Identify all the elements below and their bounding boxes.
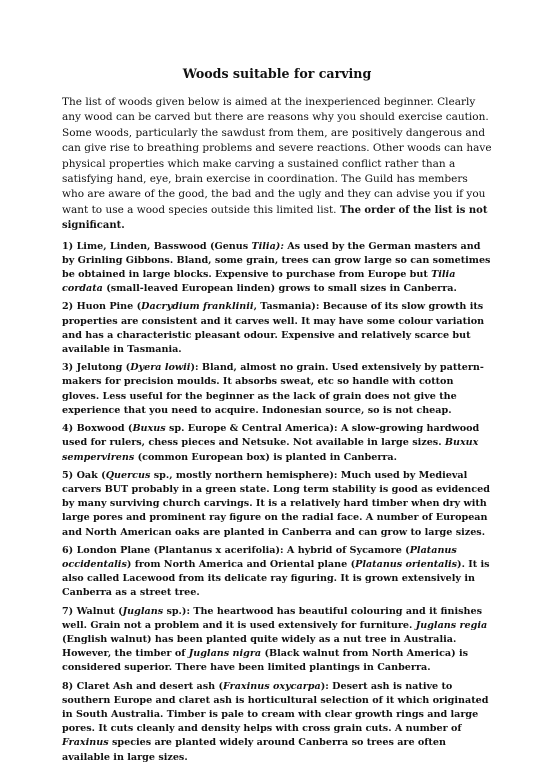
wood-entry-huon-pine: [62, 300, 492, 357]
entry-number: 5): [62, 469, 74, 481]
entry-number: 6): [62, 544, 74, 556]
entry-latin: Tilia cordata: [62, 269, 456, 295]
wood-entry-london-plane: [62, 544, 492, 601]
entry-latin: Fraxinus oxycarpa: [223, 680, 321, 692]
entry-number: 4): [62, 423, 74, 435]
entry-text: species are planted widely around Canberra so trees are often available in large sizes.: [62, 737, 446, 763]
entry-text: As used by the German masters and by Grinling Gibbons. Bland, some grain, trees can grow large so can sometimes be obtained in large blocks. Expensive to purchase from Europe but: [62, 240, 491, 281]
entry-name: Claret Ash and desert ash: [76, 680, 216, 692]
entry-text: (: [114, 605, 123, 617]
entry-latin: Dacrydium franklinii: [141, 301, 254, 313]
wood-entry-oak: [62, 469, 492, 540]
entry-text: (small-leaved European linden) grows to small sizes in Canberra.: [102, 283, 457, 295]
wood-entry-boxwood: [62, 422, 492, 465]
entry-text: sp., mostly northern hemisphere): Much used by Medieval carvers BUT probably in a green state. Long term stability is good as evidenced by many surviving church carvings. It is a relatively hard timber when dry with large pores and prominent ray figure on the radial face. A number of European and North American oaks are planted in Canberra and can grow to large sizes.: [62, 469, 490, 538]
entry-text: (: [97, 469, 106, 481]
entry-number: 8): [62, 680, 74, 692]
wood-entry-claret-ash: [62, 680, 492, 765]
entry-latin: Platanus orientalis: [355, 558, 458, 570]
entry-number: 3): [62, 362, 74, 374]
entry-text: ): Bland, almost no grain. Used extensively by pattern-makers for precision moulds. It absorbs sweat, etc so handle with cotton gloves. Less useful for the beginner as the lack of grain does not give the experience that you need to acquire. Indonesian source, so is not cheap.: [62, 362, 484, 416]
entry-text: (English walnut) has been planted quite widely as a nut tree in Australia. However, the timber of: [62, 633, 457, 660]
entry-latin: Buxus: [132, 423, 166, 435]
entry-text: (Plantanus x acerifolia): A hybrid of Sycamore (: [150, 544, 410, 556]
wood-entry-walnut: [62, 605, 492, 676]
entry-text: ). It is also called Lacewood from its delicate ray figuring. It is grown extensively in Canberra as a street tree.: [62, 558, 490, 599]
wood-entry-jelutong: [62, 361, 492, 418]
entry-latin: Buxux sempervirens: [62, 437, 479, 463]
entry-name: Boxwood: [76, 423, 125, 435]
entry-text: ) from North America and Oriental plane (: [126, 558, 356, 570]
entry-name: Walnut: [76, 605, 115, 617]
entry-latin: Platanus occidentalis: [62, 544, 457, 570]
entry-text: (Genus: [206, 240, 252, 252]
entry-text: (: [122, 362, 131, 374]
entry-latin: Tilia):: [251, 240, 284, 252]
entry-name: Huon Pine: [76, 301, 134, 313]
entry-latin: Juglans: [122, 605, 164, 617]
entry-latin: Fraxinus: [62, 737, 109, 749]
entry-name: London Plane: [76, 544, 151, 556]
entry-latin: Juglans regia: [415, 619, 488, 631]
entry-number: 1): [62, 240, 74, 252]
entry-name: Oak: [76, 469, 98, 481]
intro-emphasis: The order of the list is not significant.: [62, 204, 488, 232]
entry-text: (: [215, 680, 224, 692]
entry-text: , Tasmania): Because of its slow growth its properties are consistent and it carves well. It may have some colour variation and has a characteristic pleasant odour. Expensive and relatively scarce but available in Tasmania.: [62, 301, 485, 356]
entry-text: sp.): The heartwood has beautiful colouring and it finishes well. Grain not a problem and it is used extensively for furniture.: [62, 605, 482, 631]
page-title: Woods suitable for carving: [182, 66, 372, 81]
entry-latin: Juglans nigra: [188, 648, 262, 660]
entry-latin: Dyera lowii: [130, 362, 191, 374]
entry-number: 2): [62, 301, 74, 313]
entry-number: 7): [62, 605, 74, 617]
intro-text: The list of woods given below is aimed at the inexperienced beginner. Clearly any wood can be carved but there are reasons why you should exercise caution. Some woods, particularly the sawdust from them, are positively dangerous and can give rise to breathing problems and severe reactions. Other woods can have physical properties which make carving a sustained conflict rather than a satisfying hand, eye, brain exercise in coordination. The Guild has members who are aware of the good, the bad and the ugly and they can advise you if you want to use a wood species outside this limited list.: [62, 96, 492, 216]
entry-name: Lime, Linden, Basswood: [76, 240, 207, 252]
entry-text: sp. Europe & Central America): A slow-growing hardwood used for rulers, chess pieces and Netsuke. Not available in large sizes.: [62, 423, 480, 449]
entry-text: (: [133, 301, 142, 313]
wood-entry-lime: [62, 240, 492, 297]
entry-name: Jelutong: [76, 362, 123, 374]
entry-text: (Black walnut from North America) is considered superior. There have been limited plantings in Canberra.: [62, 648, 469, 674]
entry-text: (: [124, 423, 133, 435]
intro-paragraph: [62, 95, 492, 234]
entry-text: ): Desert ash is native to southern Europe and claret ash is horticultural selection of it which originated in South Australia. Timber is pale to cream with clear growth rings and large pores. It cuts cleanly and density helps with cross grain cuts. A number of: [62, 680, 489, 735]
entry-latin: Quercus: [105, 469, 151, 481]
entry-text: (common European box) is planted in Canberra.: [134, 451, 397, 463]
